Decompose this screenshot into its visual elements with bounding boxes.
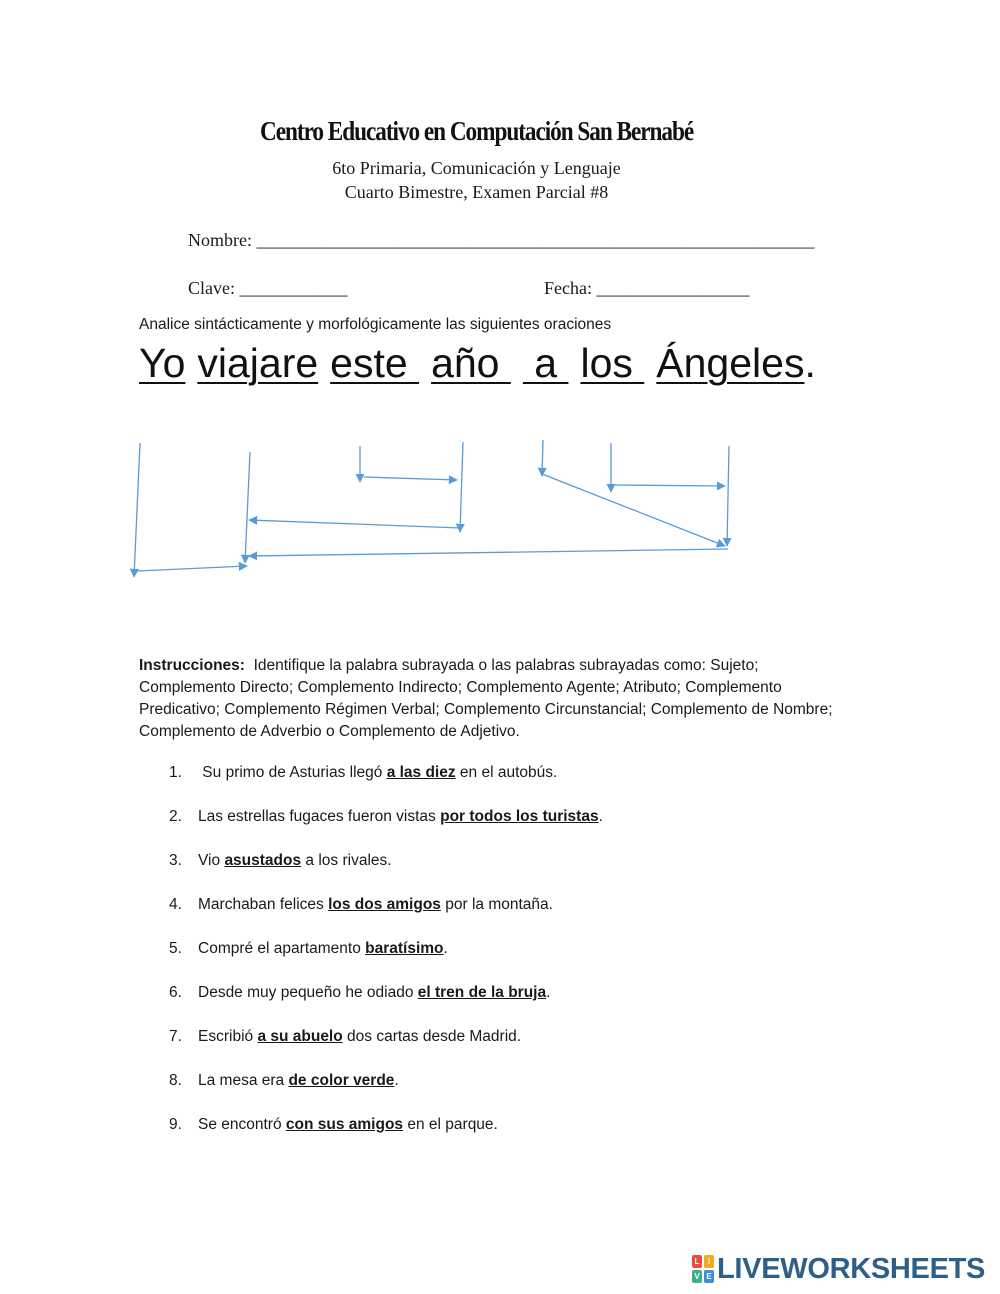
question-highlight: los dos amigos	[328, 896, 441, 913]
question-text: Se encontró	[198, 1116, 286, 1133]
question-highlight: con sus amigos	[285, 1116, 404, 1133]
question-text: Desde muy pequeño he odiado	[198, 984, 418, 1001]
diagram-arrow	[245, 452, 250, 563]
question-text: Su primo de Asturias llegó	[198, 764, 387, 781]
question-text: Compré el apartamento	[198, 940, 366, 957]
logo-letter: E	[704, 1270, 714, 1283]
question-highlight: asustados	[224, 852, 302, 869]
logo-letter: L	[692, 1255, 702, 1268]
diagram-arrow	[249, 520, 461, 528]
sentence-word: este	[330, 340, 420, 386]
question-text: Marchaban felices	[198, 896, 329, 913]
logo-mark-icon	[692, 1255, 714, 1283]
instructions	[139, 655, 859, 743]
sentence-word: a	[522, 340, 569, 386]
instructions-label: Instrucciones:	[139, 657, 245, 674]
sentence-word: año	[431, 340, 511, 386]
question-number: 2.	[169, 808, 182, 825]
instructions-text: Identifique la palabra subrayada o las palabras subrayadas como: Sujeto; Complemento Directo; Complemento Indirecto; Complemento Agente; Atributo; Complemento Predicativo; Complemento Régimen Verbal; Complemento Circunstancial; Complemento de Nombre; Complemento de Adverbio o Complemento de Adjetivo.	[139, 657, 833, 740]
date-field[interactable]: Fecha: _________________	[544, 278, 750, 298]
question-number: 5.	[169, 940, 182, 957]
question-text: Las estrellas fugaces fueron vistas	[198, 808, 441, 825]
question-highlight: a las diez	[386, 764, 456, 781]
sentence-word: los	[580, 340, 645, 386]
analysis-prompt: Analice sintácticamente y morfológicamente las siguientes oraciones	[139, 316, 612, 333]
code-field[interactable]: Clave: ____________	[188, 278, 348, 298]
question-highlight: baratísimo	[365, 940, 444, 957]
question-number: 3.	[169, 852, 182, 869]
syntax-diagram	[0, 0, 1000, 620]
logo-letter: V	[692, 1270, 702, 1283]
question-text: .	[546, 984, 551, 1001]
question-text: Escribió	[198, 1028, 258, 1045]
logo-letter: I	[704, 1255, 714, 1268]
question-text: La mesa era	[198, 1072, 289, 1089]
school-title: Centro Educativo en Computación San Bernabé	[259, 116, 694, 146]
question-highlight: a su abuelo	[257, 1028, 343, 1045]
question-text: .	[598, 808, 603, 825]
question-highlight: de color verde	[288, 1072, 395, 1089]
question-number: 9.	[169, 1116, 182, 1133]
diagram-arrow	[249, 549, 728, 556]
question-text: a los rivales.	[301, 852, 392, 869]
exam-subtitle: Cuarto Bimestre, Examen Parcial #8	[344, 182, 609, 202]
question-number: 7.	[169, 1028, 182, 1045]
logo-text: LIVEWORKSHEETS	[717, 1252, 986, 1285]
question-text: dos cartas desde Madrid.	[342, 1028, 522, 1045]
sentence-word: Ángeles	[656, 340, 805, 386]
diagram-arrow	[615, 485, 725, 486]
question-highlight: el tren de la bruja	[417, 984, 547, 1001]
question-text: Vio	[198, 852, 225, 869]
question-number: 6.	[169, 984, 182, 1001]
diagram-arrow	[364, 477, 457, 480]
name-field[interactable]: Nombre: ______________________________________________________________	[188, 230, 815, 250]
question-text: por la montaña.	[440, 896, 553, 913]
question-number: 1.	[169, 764, 182, 781]
question-number: 4.	[169, 896, 182, 913]
question-text: en el autobús.	[455, 764, 558, 781]
question-highlight: por todos los turistas	[440, 808, 599, 825]
question-text: .	[443, 940, 448, 957]
sentence-word: viajare	[197, 340, 319, 386]
diagram-arrow	[460, 442, 463, 532]
diagram-arrow	[727, 446, 729, 546]
diagram-arrow	[134, 443, 140, 577]
question-text: .	[394, 1072, 399, 1089]
diagram-arrow	[542, 440, 543, 476]
course-subtitle: 6to Primaria, Comunicación y Lenguaje	[332, 158, 621, 178]
diagram-arrow	[137, 566, 247, 571]
liveworksheets-logo[interactable]	[692, 1252, 985, 1286]
sentence-period: .	[804, 340, 816, 386]
sentence-word: Yo	[139, 340, 186, 386]
question-number: 8.	[169, 1072, 182, 1089]
question-text: en el parque.	[403, 1116, 498, 1133]
